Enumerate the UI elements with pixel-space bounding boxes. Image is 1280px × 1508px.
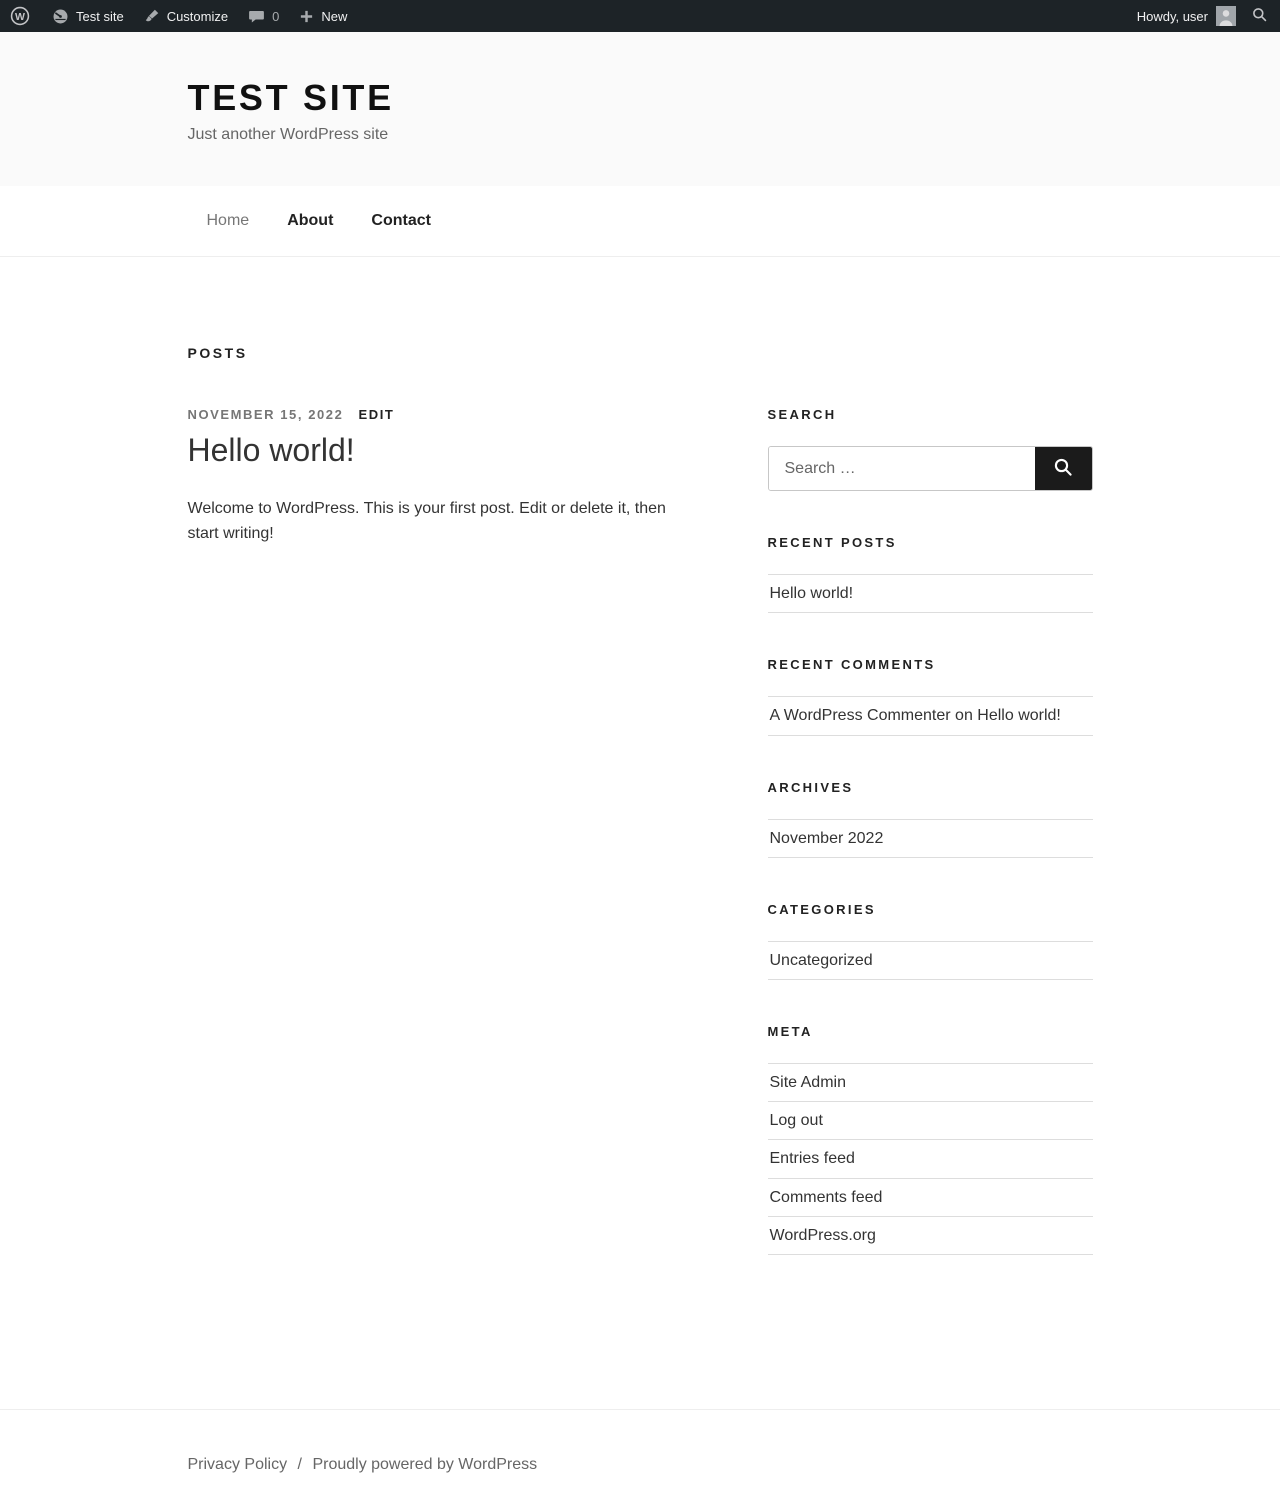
post-article [188, 407, 688, 547]
site-admin-link[interactable]: Site Admin [769, 1073, 846, 1091]
search-widget [768, 407, 1093, 491]
meta-widget [768, 1024, 1093, 1255]
post-body: Welcome to WordPress. This is your first post. Edit or delete it, then start writing! [187, 500, 666, 542]
admin-bar-comments[interactable] [238, 0, 289, 32]
recent-comments-widget [768, 657, 1093, 735]
post-meta [188, 407, 688, 422]
site-title [188, 76, 1093, 119]
footer-credits [188, 1456, 1093, 1474]
avatar [1216, 6, 1236, 26]
archive-link[interactable]: November 2022 [769, 829, 884, 847]
admin-bar-account[interactable] [1128, 0, 1245, 32]
sidebar [768, 407, 1093, 1299]
meta-item-wordpress-org [768, 1217, 1093, 1255]
category-item [768, 942, 1093, 980]
archives-widget [768, 780, 1093, 858]
nav-link-home[interactable]: Home [206, 212, 250, 230]
log-out-link[interactable]: Log out [769, 1112, 823, 1130]
site-footer [0, 1409, 1280, 1508]
entries-feed-link[interactable]: Entries feed [769, 1150, 855, 1168]
meta-item-log-out [768, 1102, 1093, 1140]
footer-separator: / [297, 1455, 302, 1473]
comment-connector: on [950, 707, 978, 725]
meta-title: META [767, 1023, 813, 1039]
post-title-link[interactable]: Hello world! [187, 432, 355, 469]
categories-widget [768, 902, 1093, 980]
admin-bar-new-label: New [321, 8, 348, 24]
admin-bar [0, 0, 1280, 32]
search-submit-button[interactable] [1035, 447, 1092, 490]
admin-bar-search-button[interactable] [1245, 0, 1280, 32]
recent-post-item [768, 575, 1093, 613]
primary-navigation [0, 186, 1280, 257]
nav-item-contact [352, 186, 450, 256]
recent-comments-title: RECENT COMMENTS [767, 657, 936, 673]
archive-item [768, 820, 1093, 858]
site-header [0, 32, 1280, 186]
search-form [768, 446, 1093, 491]
search-widget-title: SEARCH [767, 407, 837, 423]
admin-bar-right [1128, 0, 1280, 32]
admin-bar-left [0, 0, 357, 32]
meta-item-comments-feed [768, 1179, 1093, 1217]
customize-brush-icon [144, 8, 160, 24]
nav-link-about[interactable]: About [287, 212, 334, 230]
comment-author-link[interactable]: A WordPress Commenter [769, 707, 951, 725]
post-edit-link[interactable]: EDIT [358, 407, 395, 423]
site-tagline: Just another WordPress site [187, 126, 389, 144]
wordpress-logo-button[interactable] [0, 0, 42, 32]
comments-feed-link[interactable]: Comments feed [769, 1188, 883, 1206]
meta-item-site-admin [768, 1064, 1093, 1102]
admin-bar-comments-count: 0 [272, 8, 280, 24]
admin-bar-site-name[interactable] [42, 0, 134, 32]
powered-by-link[interactable]: Proudly powered by WordPress [312, 1455, 538, 1473]
search-icon [1052, 456, 1074, 481]
post-title [188, 430, 688, 470]
search-input[interactable] [769, 447, 1035, 490]
wordpress-logo-icon [9, 5, 31, 27]
admin-bar-new[interactable] [289, 0, 357, 32]
meta-item-entries-feed [768, 1140, 1093, 1178]
admin-bar-customize[interactable] [134, 0, 238, 32]
privacy-policy-link[interactable]: Privacy Policy [187, 1455, 288, 1473]
recent-comment-item [768, 697, 1093, 735]
site-content [0, 257, 1280, 1409]
main-column [188, 407, 688, 547]
comment-post-link[interactable]: Hello world! [977, 707, 1061, 725]
plus-icon [299, 9, 314, 24]
site-title-link[interactable]: TEST SITE [187, 77, 394, 118]
recent-post-link[interactable]: Hello world! [769, 585, 854, 603]
comment-bubble-icon [248, 8, 265, 25]
admin-search-icon [1251, 6, 1268, 26]
admin-bar-howdy-label: Howdy, user [1136, 8, 1208, 24]
nav-item-about [268, 186, 352, 256]
archives-title: ARCHIVES [767, 779, 854, 795]
dashboard-gauge-icon [52, 8, 69, 25]
page-title: POSTS [187, 345, 248, 362]
categories-title: CATEGORIES [767, 901, 876, 917]
svg-text:W: W [15, 10, 25, 23]
post-date-link[interactable]: NOVEMBER 15, 2022 [187, 407, 344, 423]
recent-posts-title: RECENT POSTS [767, 535, 897, 551]
wordpress-org-link[interactable]: WordPress.org [769, 1226, 876, 1244]
nav-item-home [188, 186, 269, 256]
recent-posts-widget [768, 535, 1093, 613]
admin-bar-customize-label: Customize [166, 8, 229, 24]
category-link[interactable]: Uncategorized [769, 951, 873, 969]
nav-link-contact[interactable]: Contact [371, 212, 431, 230]
admin-bar-site-name-label: Test site [76, 8, 124, 24]
